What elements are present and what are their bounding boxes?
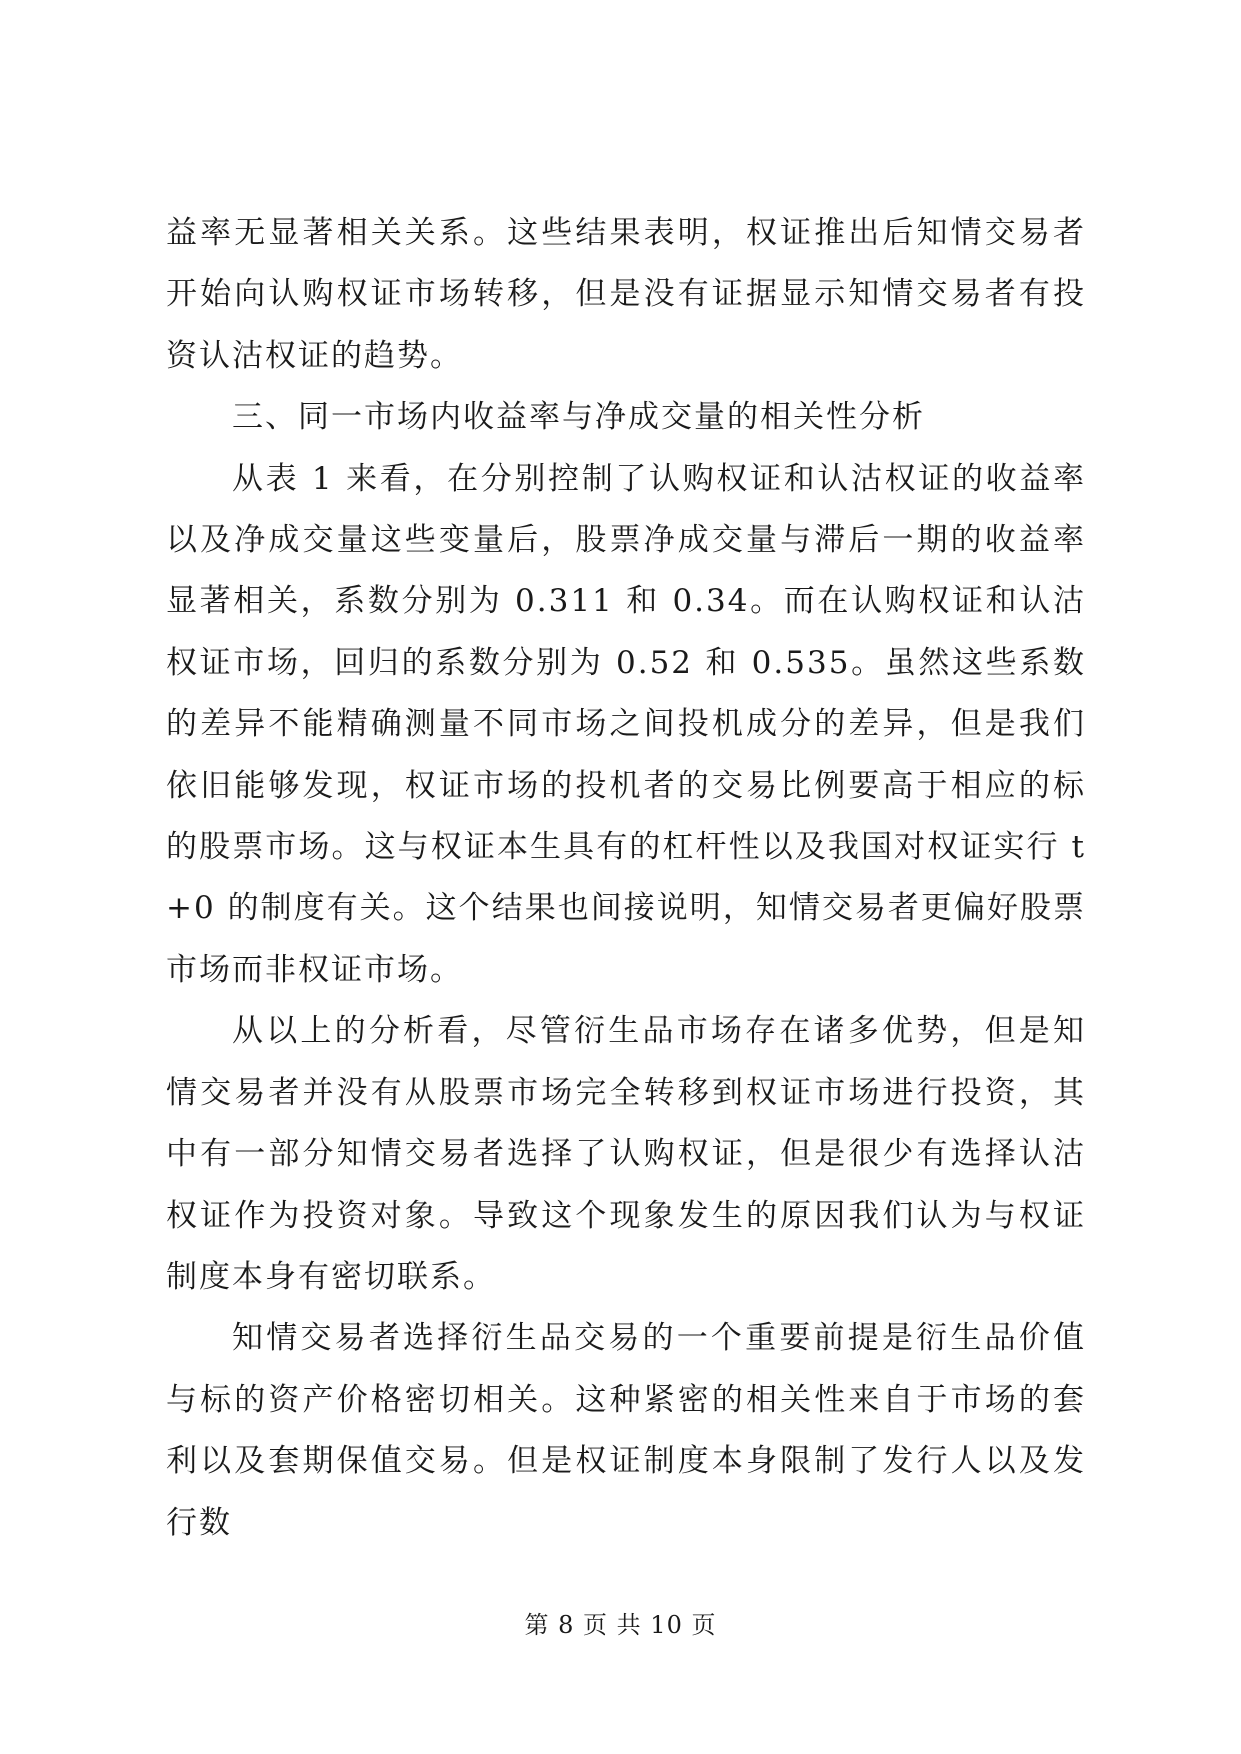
paragraph-correlation-analysis: 从表 1 来看，在分别控制了认购权证和认沽权证的收益率以及净成交量这些变量后，股票净成交量与滞后一期的收益率显著相关，系数分别为 0.311 和 0.34。而在认购权证和认沽权证市场，回归的系数分别为 0.52 和 0.535。虽然这些系数的差异不能精确测量不同市场之间投机成分的差异，但是我们依旧能够发现，权证市场的投机者的交易比例要高于相应的标的股票市场。这与权证本生具有的杠杆性以及我国对权证实行 t+0 的制度有关。这个结果也间接说明，知情交易者更偏好股票市场而非权证市场。 (166, 460, 1086, 988)
page-footer: 第 8 页 共 10 页 (524, 1611, 717, 1639)
paragraph-continuation: 益率无显著相关关系。这些结果表明，权证推出后知情交易者开始向认购权证市场转移，但是没有证据显示知情交易者有投资认沽权证的趋势。 (166, 215, 1086, 374)
document-body (166, 203, 1086, 1554)
paragraph-summary-analysis: 从以上的分析看，尽管衍生品市场存在诸多优势，但是知情交易者并没有从股票市场完全转移到权证市场进行投资，其中有一部分知情交易者选择了认购权证，但是很少有选择认沽权证作为投资对象。导致这个现象发生的原因我们认为与权证制度本身有密切联系。 (166, 1013, 1086, 1295)
section-heading: 三、同一市场内收益率与净成交量的相关性分析 (232, 399, 925, 436)
paragraph-derivative-premise: 知情交易者选择衍生品交易的一个重要前提是衍生品价值与标的资产价格密切相关。这种紧密的相关性来自于市场的套利以及套期保值交易。但是权证制度本身限制了发行人以及发行数 (166, 1320, 1086, 1541)
